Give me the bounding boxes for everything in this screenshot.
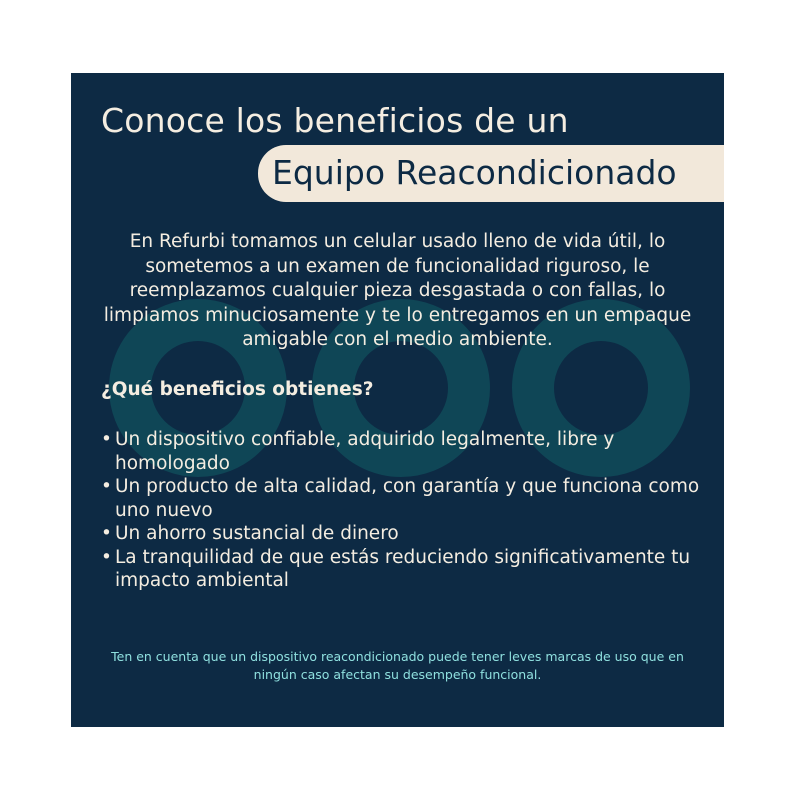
promo-card bbox=[71, 73, 724, 727]
title-line-2: Equipo Reacondicionado bbox=[272, 153, 677, 192]
benefits-list bbox=[101, 428, 701, 593]
intro-paragraph: En Refurbi tomamos un celular usado lleno de vida útil, lo sometemos a un examen de funcionalidad riguroso, le reemplazamos cualquier pieza desgastada o con fallas, lo limpiamos minuciosamente y te lo entregamos en un empaque amigable con el medio ambiente. bbox=[103, 231, 692, 350]
benefit-item: • Un dispositivo confiable, adquirido legalmente, libre y homologado bbox=[101, 428, 701, 475]
footnote-disclaimer: Ten en cuenta que un dispositivo reacondicionado puede tener leves marcas de uso que en ningún caso afectan su desempeño funcional. bbox=[111, 649, 684, 682]
title-line-1: Conoce los beneficios de un bbox=[101, 101, 569, 140]
benefit-item: • Un ahorro sustancial de dinero bbox=[101, 522, 701, 546]
benefits-heading: ¿Qué beneficios obtienes? bbox=[101, 379, 374, 400]
benefit-item: • La tranquilidad de que estás reduciendo significativamente tu impacto ambiental bbox=[101, 546, 701, 593]
benefit-item: • Un producto de alta calidad, con garantía y que funciona como uno nuevo bbox=[101, 475, 701, 522]
